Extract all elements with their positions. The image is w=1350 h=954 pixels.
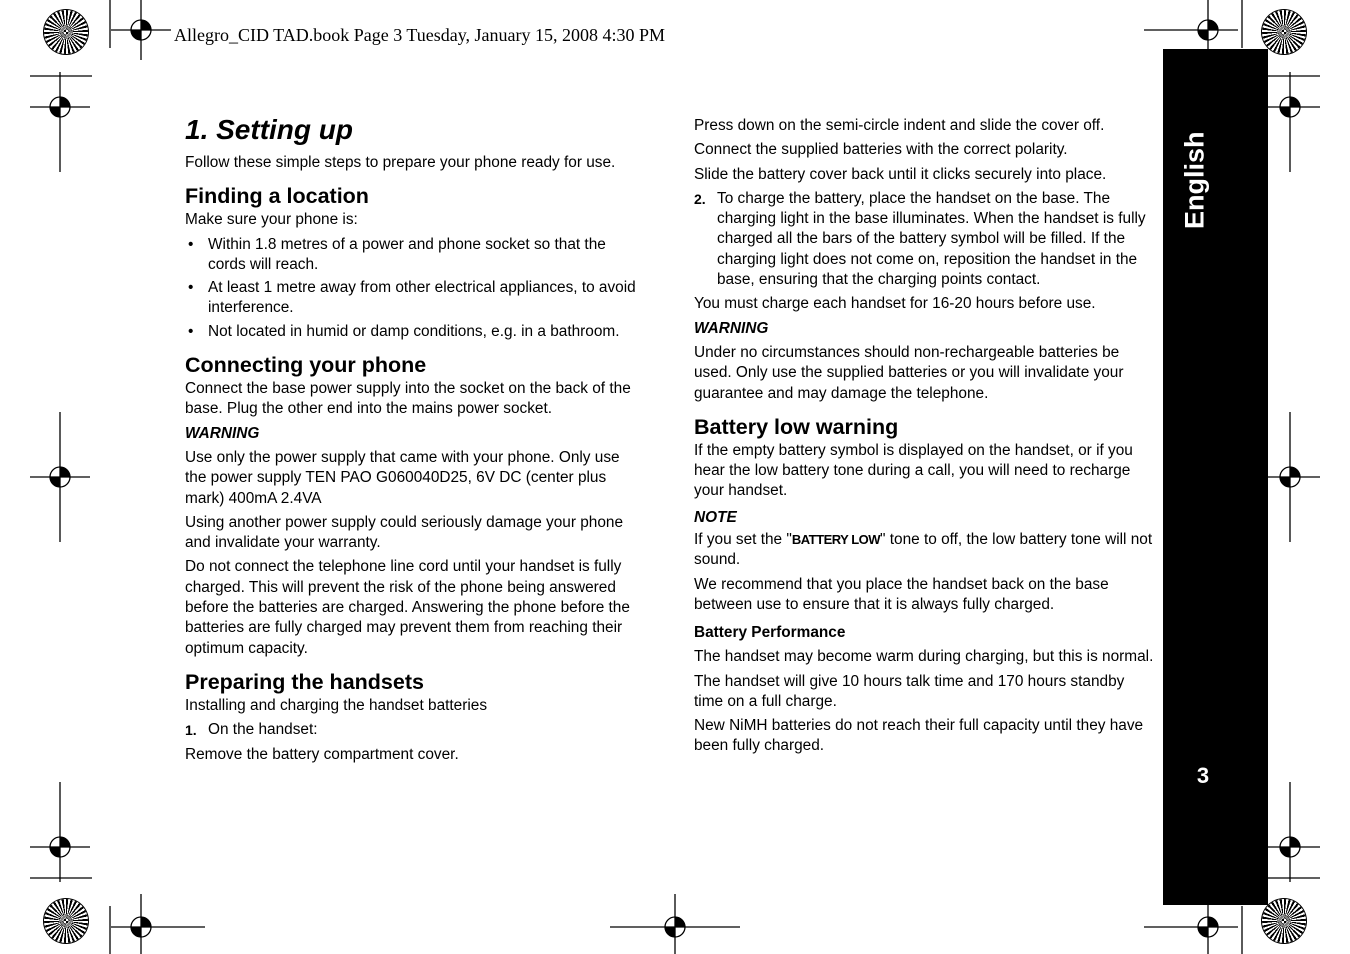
setting-name: BATTERY LOW — [791, 532, 881, 548]
battery-low-setting-text: If you set the "BATTERY LOW" tone to off, the low battery tone will not sound. — [694, 531, 1153, 569]
step-number: 2. — [694, 190, 706, 207]
intro-text: Follow these simple steps to prepare your phone ready for use. — [185, 154, 616, 171]
starburst-mark — [44, 10, 88, 54]
heading-connecting-phone: Connecting your phone — [185, 353, 427, 378]
page-number: 3 — [1196, 763, 1210, 788]
cover-off-text: Press down on the semi-circle indent and slide the cover off. — [694, 117, 1105, 134]
list-item: • At least 1 metre away from other electrical appliances, to avoid interference. — [185, 278, 643, 319]
nimh-text: New NiMH batteries do not reach their full capacity until they have been fully charged. — [694, 717, 1144, 755]
battery-warning-text: Under no circumstances should non-rechargeable batteries be used. Only use the supplied batteries or you will invalidate your guarantee and may damage the telephone. — [694, 343, 1124, 402]
heading-battery-performance: Battery Performance — [694, 624, 846, 642]
left-column — [185, 112, 643, 769]
location-list — [185, 235, 643, 342]
step-text: To charge the battery, place the handset on the base. The charging light in the base illuminates. When the handset is fully charged all the bars of the battery symbol will be filled. If the charging light does not come on, reposition the handset in the base, ensuring that the charging points contact. — [717, 189, 1146, 289]
finding-lead: Make sure your phone is: — [185, 211, 358, 229]
step-number: 1. — [185, 722, 197, 739]
warning-label: WARNING — [185, 424, 260, 442]
starburst-mark — [44, 899, 88, 943]
note-label: NOTE — [694, 508, 737, 526]
charge-duration-text: You must charge each handset for 16-20 hours before use. — [694, 295, 1096, 313]
warning-label: WARNING — [694, 319, 769, 337]
language-label: English — [1179, 131, 1210, 229]
step-1 — [185, 720, 643, 740]
list-item: • Within 1.8 metres of a power and phone socket so that the cords will reach. — [185, 235, 643, 276]
list-item: • Not located in humid or damp conditions, e.g. in a bathroom. — [185, 322, 643, 342]
recommend-text: We recommend that you place the handset back on the base between use to ensure that it is always fully charged. — [694, 575, 1109, 613]
heading-finding-location: Finding a location — [185, 184, 369, 209]
step-1-instruction: Remove the battery compartment cover. — [185, 745, 459, 763]
warm-text: The handset may become warm during charging, but this is normal. — [694, 648, 1154, 666]
talk-time-text: The handset will give 10 hours talk time and 170 hours standby time on a full charge. — [694, 672, 1125, 710]
line-cord-text: Do not connect the telephone line cord until your handset is fully charged. This will prevent the risk of the phone being answered before the batteries are charged. Answering the phone before the batteries are fully charged may prevent them from reaching their optimum capacity. — [185, 558, 630, 657]
page-title: 1. Setting up — [185, 114, 353, 145]
step-2 — [694, 189, 1154, 290]
connecting-text: Connect the base power supply into the socket on the back of the base. Plug the other end into the mains power socket. — [185, 380, 631, 418]
preparing-lead: Installing and charging the handset batteries — [185, 696, 488, 714]
starburst-mark — [1262, 10, 1306, 54]
power-supply-text: Use only the power supply that came with your phone. Only use the power supply TEN PAO G060040D25, 6V DC (center plus mark) 400mA 2.4VA — [185, 448, 620, 507]
starburst-mark — [1262, 899, 1306, 943]
polarity-text: Connect the supplied batteries with the correct polarity. — [694, 141, 1068, 159]
battery-low-text: If the empty battery symbol is displayed on the handset, or if you hear the low battery tone during a call, you will need to recharge your handset. — [694, 441, 1133, 500]
heading-battery-low: Battery low warning — [694, 414, 899, 439]
print-header: Allegro_CID TAD.book Page 3 Tuesday, January 15, 2008 4:30 PM — [174, 25, 666, 45]
cover-back-text: Slide the battery cover back until it clicks securely into place. — [694, 165, 1107, 183]
damage-text: Using another power supply could seriously damage your phone and invalidate your warranty. — [185, 513, 624, 552]
step-text: On the handset: — [208, 721, 318, 739]
right-column — [694, 116, 1154, 761]
heading-preparing-handsets: Preparing the handsets — [185, 669, 424, 694]
